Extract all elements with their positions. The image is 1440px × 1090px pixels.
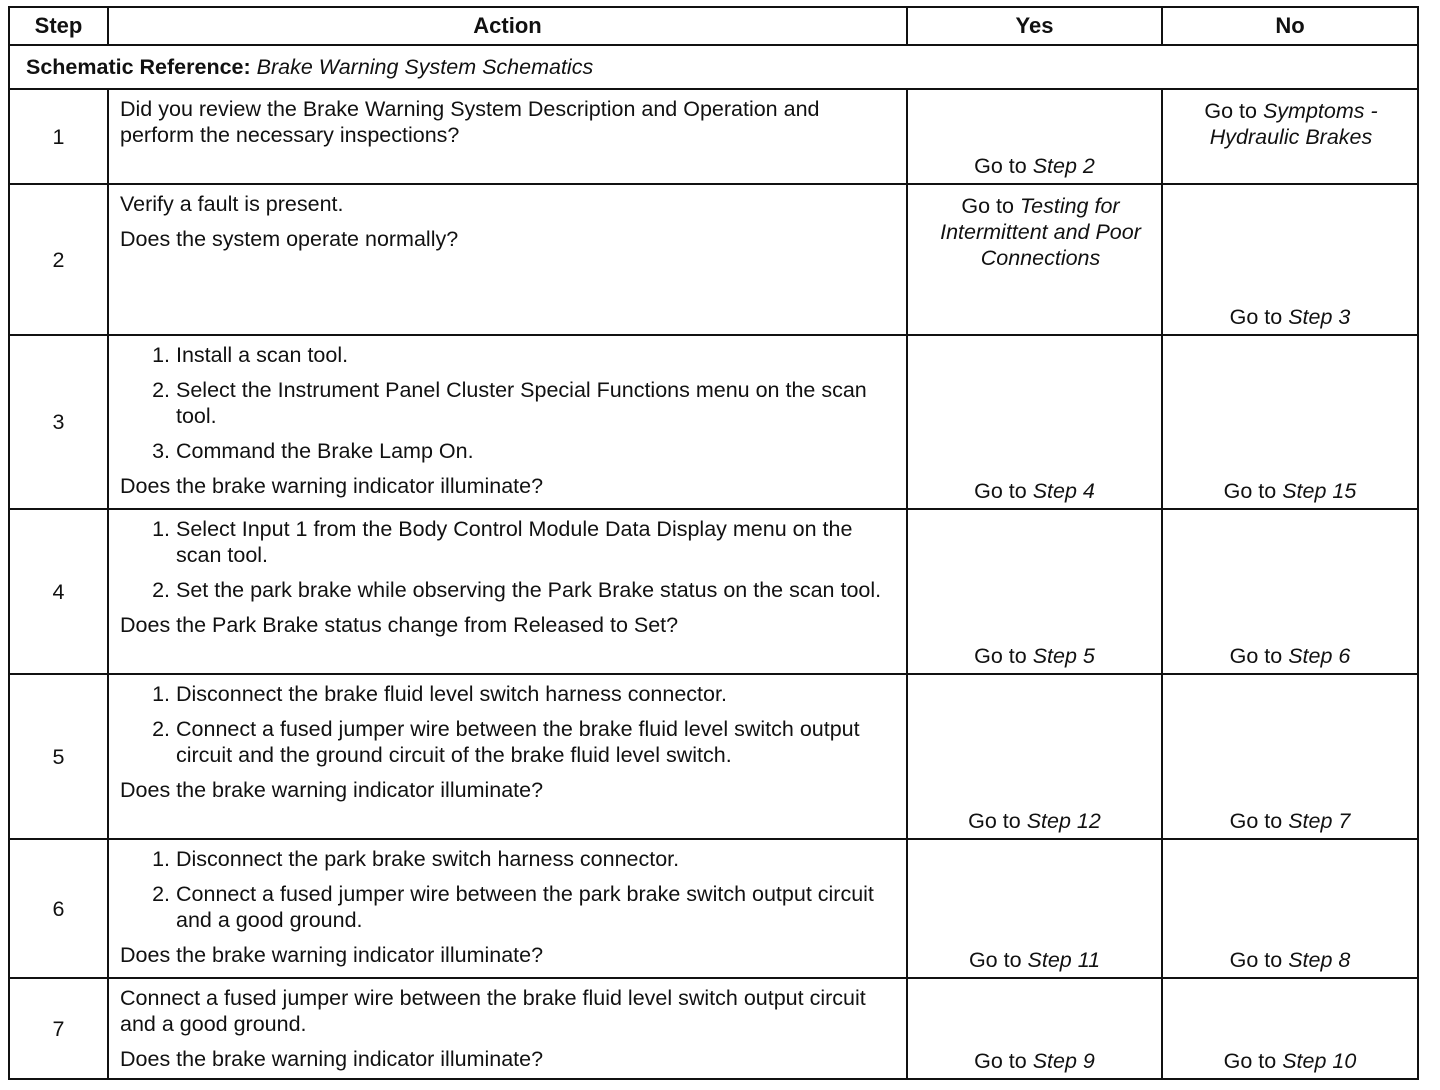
no-prefix: Go to bbox=[1223, 1049, 1277, 1073]
yes-prefix: Go to bbox=[974, 154, 1027, 178]
action-cell bbox=[108, 674, 907, 839]
yes-prefix: Go to bbox=[968, 948, 1022, 972]
step-number: 5 bbox=[9, 674, 108, 839]
yes-prefix: Go to bbox=[974, 644, 1027, 668]
step-number: 3 bbox=[9, 335, 108, 509]
no-link[interactable]: Step 10 bbox=[1282, 1049, 1357, 1073]
no-cell bbox=[1162, 978, 1418, 1079]
no-cell bbox=[1162, 509, 1418, 674]
yes-cell bbox=[907, 509, 1162, 674]
header-row bbox=[9, 7, 1418, 45]
action-list bbox=[120, 681, 896, 768]
list-item: 2. Connect a fused jumper wire between the park brake switch output circuit and a good ground. bbox=[176, 881, 896, 933]
yes-prefix: Go to bbox=[961, 194, 1014, 218]
yes-cell bbox=[907, 335, 1162, 509]
no-prefix: Go to bbox=[1204, 99, 1257, 123]
list-item: 2. Set the park brake while observing the Park Brake status on the scan tool. bbox=[176, 577, 896, 603]
no-prefix: Go to bbox=[1229, 948, 1283, 972]
schematic-reference bbox=[9, 45, 1418, 89]
table-row bbox=[9, 978, 1418, 1079]
step-number: 7 bbox=[9, 978, 108, 1079]
list-item: 2. Select the Instrument Panel Cluster Special Functions menu on the scan tool. bbox=[176, 377, 896, 429]
header-step: Step bbox=[9, 7, 108, 45]
yes-link[interactable]: Step 2 bbox=[1032, 154, 1095, 178]
yes-prefix: Go to bbox=[974, 479, 1027, 503]
no-cell bbox=[1162, 839, 1418, 978]
no-cell bbox=[1162, 335, 1418, 509]
action-question: Does the brake warning indicator illuminate? bbox=[120, 778, 544, 802]
yes-prefix: Go to bbox=[968, 809, 1021, 833]
table-row bbox=[9, 89, 1418, 184]
action-question: Does the Park Brake status change from Released to Set? bbox=[120, 613, 679, 637]
action-question: Does the system operate normally? bbox=[120, 227, 459, 251]
list-item: 1. Disconnect the park brake switch harness connector. bbox=[176, 846, 896, 872]
action-text: Did you review the Brake Warning System Description and Operation and perform the necessary inspections? bbox=[120, 97, 820, 147]
no-cell bbox=[1162, 184, 1418, 335]
yes-cell bbox=[907, 89, 1162, 184]
no-link[interactable]: Step 6 bbox=[1288, 644, 1351, 668]
yes-cell bbox=[907, 839, 1162, 978]
action-list bbox=[120, 342, 896, 464]
table-row bbox=[9, 674, 1418, 839]
no-prefix: Go to bbox=[1223, 479, 1277, 503]
no-prefix: Go to bbox=[1229, 644, 1283, 668]
no-link[interactable]: Step 7 bbox=[1288, 809, 1351, 833]
yes-link[interactable]: Step 4 bbox=[1032, 479, 1095, 503]
yes-link[interactable]: Step 11 bbox=[1027, 948, 1101, 972]
no-link[interactable]: Step 8 bbox=[1288, 948, 1351, 972]
header-yes: Yes bbox=[907, 7, 1162, 45]
no-link[interactable]: Step 3 bbox=[1288, 305, 1351, 329]
schematic-label: Schematic Reference: bbox=[26, 55, 251, 79]
header-no: No bbox=[1162, 7, 1418, 45]
no-prefix: Go to bbox=[1229, 809, 1283, 833]
no-link[interactable]: Step 15 bbox=[1282, 479, 1357, 503]
no-prefix: Go to bbox=[1229, 305, 1283, 329]
action-cell bbox=[108, 839, 907, 978]
action-cell bbox=[108, 509, 907, 674]
yes-link[interactable]: Step 9 bbox=[1032, 1049, 1095, 1073]
step-number: 6 bbox=[9, 839, 108, 978]
schematic-link[interactable]: Brake Warning System Schematics bbox=[256, 55, 594, 79]
table-row bbox=[9, 335, 1418, 509]
action-cell bbox=[108, 184, 907, 335]
list-item: 1. Select Input 1 from the Body Control Module Data Display menu on the scan tool. bbox=[176, 516, 896, 568]
list-item: 2. Connect a fused jumper wire between the brake fluid level switch output circuit and the ground circuit of the brake fluid level switch. bbox=[176, 716, 896, 768]
step-number: 1 bbox=[9, 89, 108, 184]
yes-link[interactable]: Testing for Intermittent and Poor Connections bbox=[940, 194, 1141, 270]
yes-link[interactable]: Step 5 bbox=[1032, 644, 1095, 668]
diagnostic-table bbox=[8, 6, 1419, 1080]
action-list bbox=[120, 846, 896, 933]
header-action: Action bbox=[108, 7, 907, 45]
list-item: 1. Disconnect the brake fluid level switch harness connector. bbox=[176, 681, 896, 707]
table-row bbox=[9, 184, 1418, 335]
table-row bbox=[9, 839, 1418, 978]
yes-cell bbox=[907, 184, 1162, 335]
yes-cell bbox=[907, 978, 1162, 1079]
action-cell bbox=[108, 978, 907, 1079]
yes-link[interactable]: Step 12 bbox=[1026, 809, 1101, 833]
yes-cell bbox=[907, 674, 1162, 839]
action-list bbox=[120, 516, 896, 603]
yes-prefix: Go to bbox=[974, 1049, 1027, 1073]
table-row bbox=[9, 509, 1418, 674]
action-text: Connect a fused jumper wire between the brake fluid level switch output circuit and a good ground. bbox=[120, 986, 866, 1036]
list-item: 3. Command the Brake Lamp On. bbox=[176, 438, 896, 464]
action-cell bbox=[108, 335, 907, 509]
list-item: 1. Install a scan tool. bbox=[176, 342, 896, 368]
no-link[interactable]: Symptoms - Hydraulic Brakes bbox=[1209, 99, 1378, 149]
action-question: Does the brake warning indicator illuminate? bbox=[120, 474, 544, 498]
step-number: 4 bbox=[9, 509, 108, 674]
no-cell bbox=[1162, 89, 1418, 184]
schematic-row bbox=[9, 45, 1418, 89]
action-cell bbox=[108, 89, 907, 184]
action-question: Does the brake warning indicator illuminate? bbox=[120, 943, 544, 967]
step-number: 2 bbox=[9, 184, 108, 335]
action-question: Does the brake warning indicator illuminate? bbox=[120, 1047, 544, 1071]
action-text: Verify a fault is present. bbox=[120, 192, 344, 216]
no-cell bbox=[1162, 674, 1418, 839]
